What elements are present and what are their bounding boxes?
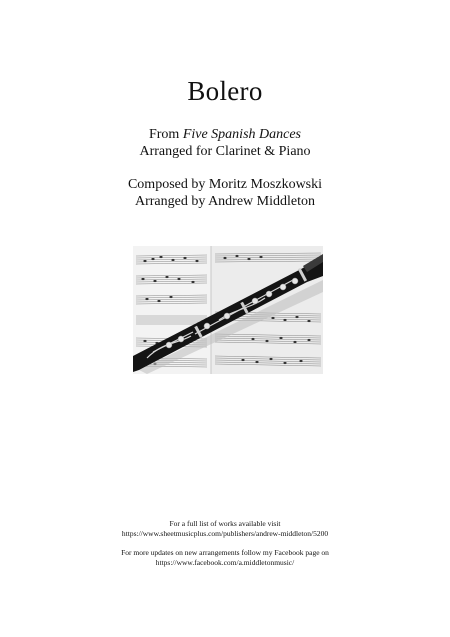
composer-credit: Composed by Moritz Moszkowski — [127, 177, 323, 192]
footer-spacer — [0, 538, 450, 548]
from-prefix: From — [148, 127, 183, 142]
works-list-url[interactable]: https://www.sheetmusicplus.com/publishers/andrew-middleton/5200 — [121, 528, 329, 538]
page-title: Bolero — [187, 76, 263, 106]
works-list-line: For a full list of works available visit — [169, 519, 281, 528]
credits-block — [0, 176, 450, 210]
arranger-credit: Arranged by Andrew Middleton — [134, 194, 316, 209]
footer-notes — [0, 519, 450, 567]
arrangement-line: Arranged for Clarinet & Piano — [139, 144, 311, 159]
source-work-line — [0, 126, 450, 143]
subtitle-block — [0, 126, 450, 160]
clarinet-cover-image — [133, 246, 323, 374]
source-work-title: Five Spanish Dances — [182, 127, 302, 142]
facebook-url[interactable]: https://www.facebook.com/a.middletonmusic/ — [155, 557, 295, 567]
facebook-line: For more updates on new arrangements follow my Facebook page on — [121, 548, 329, 557]
